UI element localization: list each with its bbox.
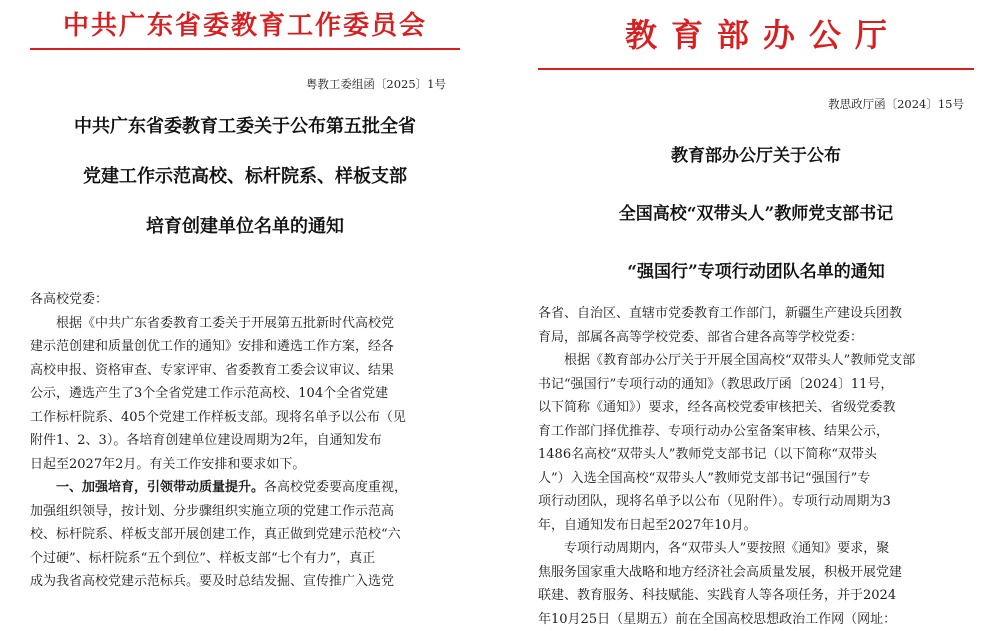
right-body-line: 焦服务国家重大战略和地方经济社会高质量发展，积极开展党建 [538,561,974,585]
left-body-line: 成为我省高校党建示范标兵。要及时总结发掘、宣传推广入选党 [30,570,460,594]
right-body-paragraph-1 [538,349,974,537]
right-body-line: 年10月25日（星期五）前在全国高校思想政治工作网（网址： [538,608,974,631]
right-red-rule [538,68,974,70]
left-notice-title-line: 培育创建单位名单的通知 [30,212,460,242]
left-red-rule [30,48,460,50]
right-notice-title-line: 教育部办公厅关于公布 [538,142,974,170]
left-section-1-first-line [30,476,460,500]
left-body-line: 公示，遴选产生了3个全省党建工作示范高校、104个全省党建 [30,382,460,406]
right-body-paragraph-2 [538,537,974,631]
left-notice-title [30,112,460,242]
left-body-line: 高校申报、资格审查、专家评审、省委教育工委会议审议、结果 [30,359,460,383]
left-body-line: 加强组织领导，按计划、分步骤组织实施立项的党建工作示范高 [30,500,460,524]
left-issuer-header: 中共广东省委教育工作委员会 [30,5,460,42]
left-notice-title-line: 中共广东省委教育工委关于公布第五批全省 [30,112,460,142]
right-notice-title-line: “强国行”专项行动团队名单的通知 [538,258,974,286]
left-body-line: 建示范创建和质量创优工作的通知》安排和遴选工作方案，经各 [30,335,460,359]
right-body-line: 项行动团队，现将名单予以公布（见附件）。专项行动周期为3 [538,490,974,514]
left-section-1-heading: 一、加强培育，引领带动质量提升。 [56,480,264,495]
left-salutation: 各高校党委： [30,288,460,312]
right-body-line: 育工作部门择优推荐、专项行动办公室备案审核、结果公示， [538,420,974,444]
left-body-line: 校、标杆院系、样板支部开展创建工作，真正做到党建示范校“六 [30,523,460,547]
right-body-line: 以下简称《通知》）要求，经各高校党委审核把关、省级党委教 [538,396,974,420]
left-document [8,0,482,589]
right-body-line: 年，自通知发布日起至2027年10月。 [538,514,974,538]
right-issuer-header: 教育部办公厅 [538,10,974,56]
right-document [520,0,992,589]
left-body-line: 个过硬”、标杆院系“五个到位”、样板支部“七个有力”，真正 [30,547,460,571]
right-body-line: 书记“强国行”专项行动的通知》（教思政厅函〔2024〕11号， [538,373,974,397]
left-section-1-first-text: 各高校党委要高度重视， [264,480,407,495]
left-body-line: 附件1、2、3）。各培育创建单位建设周期为2年，自通知发布 [30,429,460,453]
left-body-line: 工作标杆院系、405个党建工作样板支部。现将名单予以公布（见 [30,406,460,430]
right-body-line: 联建、教育服务、科技赋能、实践育人等各项任务，并于2024 [538,584,974,608]
left-body [30,312,460,594]
right-body-line: 根据《教育部办公厅关于开展全国高校“双带头人”教师党支部 [538,349,974,373]
right-notice-title-line: 全国高校“双带头人”教师党支部书记 [538,200,974,228]
right-reference-number: 教思政厅函〔2024〕15号 [538,96,974,112]
right-body-line: 1486名高校“双带头人”教师党支部书记（以下简称“双带头 [538,443,974,467]
right-salutation-line: 各省、自治区、直辖市党委教育工作部门，新疆生产建设兵团教 [538,302,974,326]
left-notice-title-line: 党建工作示范高校、标杆院系、样板支部 [30,162,460,192]
right-body-line: 人”）入选全国高校“双带头人”教师党支部书记“强国行”专 [538,467,974,491]
left-body-line: 根据《中共广东省委教育工委关于开展第五批新时代高校党 [30,312,460,336]
right-salutation-line: 育局，部属各高等学校党委、部省合建各高等学校党委： [538,326,974,350]
left-reference-number: 粤教工委组函〔2025〕1号 [30,76,460,92]
right-body-line: 专项行动周期内，各“双带头人”要按照《通知》要求，聚 [538,537,974,561]
right-salutation [538,302,974,349]
right-notice-title [538,142,974,286]
left-body-line: 日起至2027年2月。有关工作安排和要求如下。 [30,453,460,477]
